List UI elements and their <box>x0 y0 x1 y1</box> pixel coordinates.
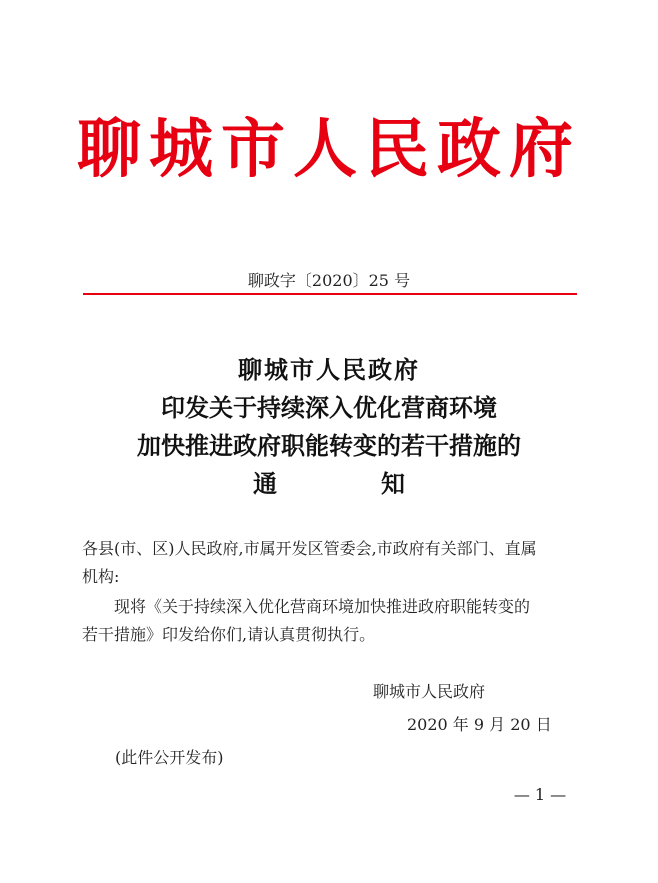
signature-date: 2020 年 9 月 20 日 <box>407 715 552 734</box>
main-paragraph <box>82 593 582 649</box>
document-title <box>0 351 658 503</box>
title-line-4 <box>0 465 658 503</box>
title-line-2: 印发关于持续深入优化营商环境 <box>161 393 497 422</box>
issuer-masthead: 聊城市人民政府 <box>77 112 581 187</box>
paragraph-line-1: 现将《关于持续深入优化营商环境加快推进政府职能转变的 <box>114 597 531 616</box>
red-divider-rule <box>83 293 577 295</box>
addressee-block <box>82 535 582 591</box>
title-notice-char-2: 知 <box>381 469 405 498</box>
title-line-3: 加快推进政府职能转变的若干措施的 <box>137 431 521 460</box>
document-number: 聊政字〔2020〕25 号 <box>247 271 411 290</box>
title-line-1: 聊城市人民政府 <box>238 355 420 384</box>
paragraph-line-2: 若干措施》印发给你们,请认真贯彻执行。 <box>82 625 376 644</box>
page-number: — 1 — <box>513 785 567 804</box>
addressee-line-2: 机构: <box>82 567 120 586</box>
addressee-line-1: 各县(市、区)人民政府,市属开发区管委会,市政府有关部门、直属 <box>82 539 537 558</box>
disclosure-note: (此件公开发布) <box>115 748 224 767</box>
title-notice-char-1: 通 <box>253 469 277 498</box>
signature-organization: 聊城市人民政府 <box>373 682 486 701</box>
